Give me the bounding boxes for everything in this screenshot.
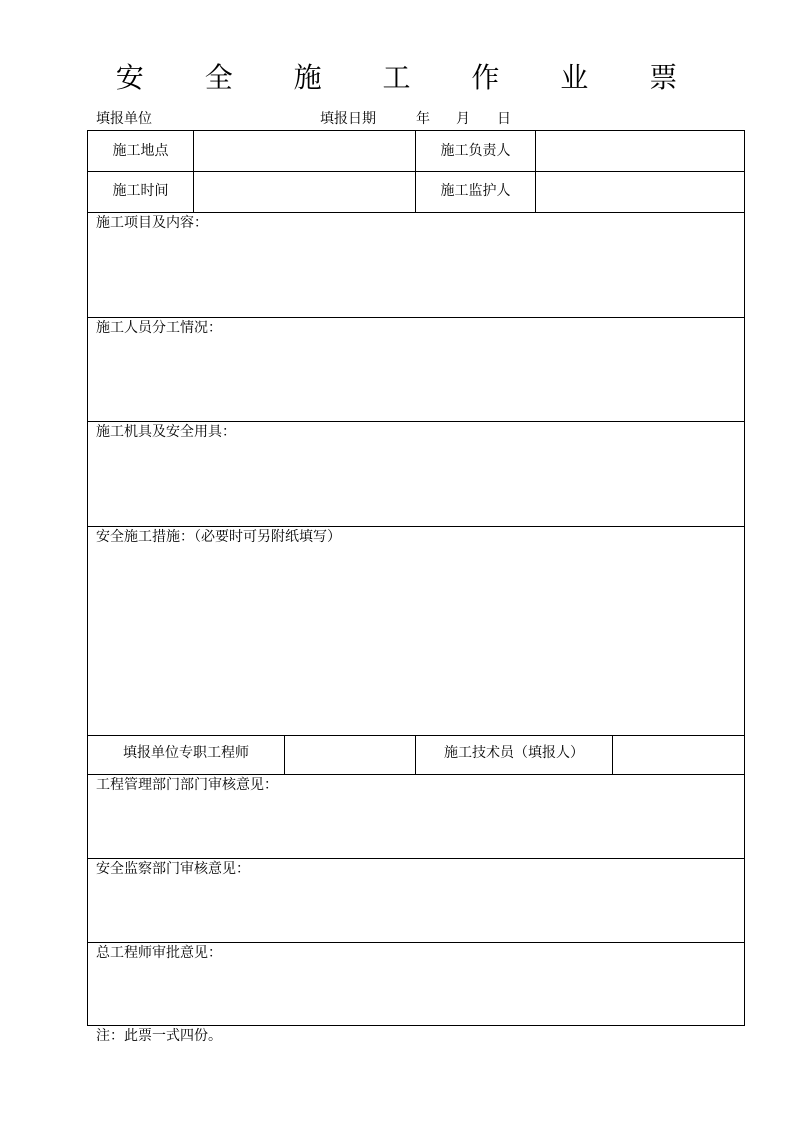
- work-permit-form: [87, 130, 745, 1026]
- leader-field[interactable]: [536, 132, 744, 170]
- supervisor-label: 施工监护人: [440, 183, 511, 199]
- tools-safety-field[interactable]: [88, 442, 744, 525]
- engineer-label: 填报单位专职工程师: [123, 745, 249, 761]
- row-divider: [88, 774, 744, 775]
- safety-measures-label: 安全施工措施：（必要时可另附纸填写）: [96, 529, 341, 545]
- date-label: 填报日期: [320, 111, 376, 127]
- row-divider: [88, 942, 744, 943]
- engineering-dept-review-field[interactable]: [88, 795, 744, 857]
- location-field[interactable]: [194, 132, 414, 170]
- time-field[interactable]: [194, 172, 414, 211]
- staff-assignment-field[interactable]: [88, 338, 744, 420]
- unit-label: 填报单位: [96, 111, 152, 127]
- chief-engineer-approval-label: 总工程师审批意见：: [96, 945, 222, 961]
- safety-dept-review-label: 安全监察部门审核意见：: [96, 861, 250, 877]
- tools-safety-label: 施工机具及安全用具：: [96, 424, 236, 440]
- row-divider: [88, 212, 744, 213]
- day-label: 日: [497, 111, 511, 127]
- form-title: 安 全 施 工 作 业 票: [115, 61, 704, 94]
- engineer-signature-field[interactable]: [285, 736, 414, 773]
- engineering-dept-review-label: 工程管理部门部门审核意见：: [96, 777, 278, 793]
- technician-signature-field[interactable]: [613, 736, 744, 773]
- project-content-label: 施工项目及内容：: [96, 215, 208, 231]
- year-label: 年: [416, 111, 430, 127]
- technician-label: 施工技术员（填报人）: [444, 745, 584, 761]
- project-content-field[interactable]: [88, 233, 744, 316]
- row-divider: [88, 526, 744, 527]
- safety-measures-field[interactable]: [88, 547, 744, 734]
- row-divider: [88, 858, 744, 859]
- staff-assignment-label: 施工人员分工情况：: [96, 320, 222, 336]
- time-label: 施工时间: [112, 183, 169, 199]
- month-label: 月: [456, 111, 470, 127]
- safety-dept-review-field[interactable]: [88, 879, 744, 941]
- supervisor-field[interactable]: [536, 172, 744, 211]
- row-divider: [88, 317, 744, 318]
- footnote: 注：此票一式四份。: [96, 1028, 222, 1044]
- leader-label: 施工负责人: [440, 143, 511, 159]
- location-label: 施工地点: [112, 143, 169, 159]
- chief-engineer-approval-field[interactable]: [88, 963, 744, 1025]
- row-divider: [88, 421, 744, 422]
